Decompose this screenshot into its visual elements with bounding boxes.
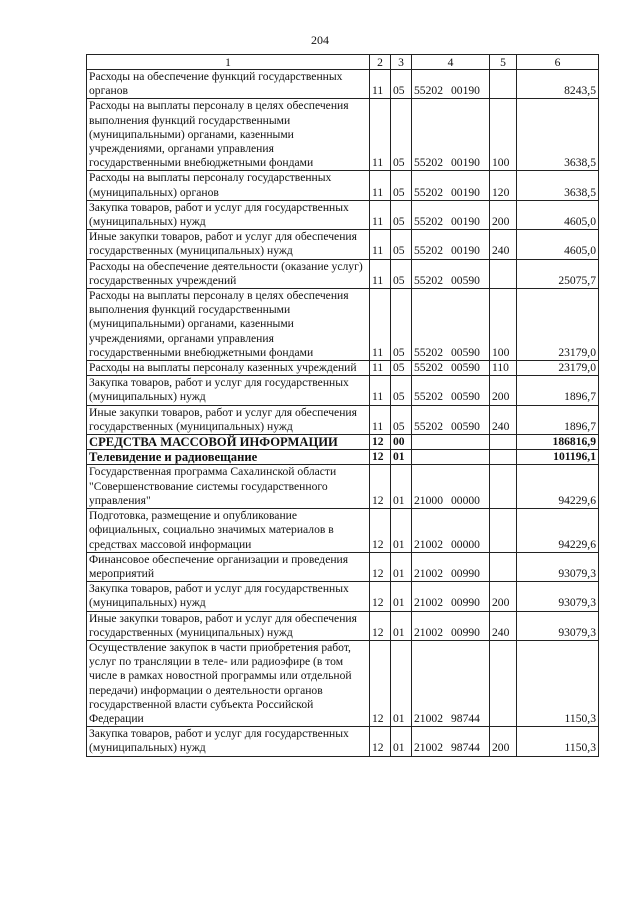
row-name: Расходы на выплаты персоналу в целях обеспечения выполнения функций государственными (муниципальными) органами, казенными учреждениями, органами управления государственными внебюджетными фондами bbox=[87, 289, 370, 361]
table-row bbox=[87, 611, 599, 640]
row-target-article bbox=[412, 582, 490, 611]
row-amount: 3638,5 bbox=[517, 171, 599, 200]
row-subsection-code: 05 bbox=[391, 289, 412, 361]
budget-table bbox=[86, 54, 599, 757]
row-subsection-code: 00 bbox=[391, 435, 412, 450]
target-article-direction: 00990 bbox=[450, 625, 480, 639]
row-amount: 4605,0 bbox=[517, 230, 599, 259]
target-article-program: 55202 bbox=[414, 345, 443, 359]
target-article-direction: 00590 bbox=[450, 273, 480, 287]
target-article-direction: 00590 bbox=[450, 345, 480, 359]
row-target-article bbox=[412, 376, 490, 405]
row-name: Расходы на обеспечение деятельности (оказание услуг) государственных учреждений bbox=[87, 259, 370, 288]
column-header: 2 bbox=[370, 55, 391, 70]
table-row bbox=[87, 405, 599, 434]
table-row bbox=[87, 435, 599, 450]
row-expense-type: 200 bbox=[490, 376, 517, 405]
row-section-code: 11 bbox=[370, 171, 391, 200]
row-target-article bbox=[412, 435, 490, 450]
row-name: Осуществление закупок в части приобретения работ, услуг по трансляции в теле- или радиоэфире (в том числе в рамках новостной программы или отдельной передачи) информации о деятельности органов государственной власти субъекта Российской Федерации bbox=[87, 640, 370, 726]
row-amount: 4605,0 bbox=[517, 200, 599, 229]
table-row bbox=[87, 552, 599, 581]
row-expense-type: 240 bbox=[490, 611, 517, 640]
row-amount: 186816,9 bbox=[517, 435, 599, 450]
row-subsection-code: 01 bbox=[391, 465, 412, 509]
row-amount: 25075,7 bbox=[517, 259, 599, 288]
column-header: 6 bbox=[517, 55, 599, 70]
target-article-direction: 98744 bbox=[450, 711, 480, 725]
row-amount: 23179,0 bbox=[517, 289, 599, 361]
row-section-code: 11 bbox=[370, 361, 391, 376]
target-article-direction: 00990 bbox=[450, 566, 480, 580]
row-section-code: 12 bbox=[370, 727, 391, 756]
target-article-direction: 00190 bbox=[450, 84, 480, 98]
target-article-program: 55202 bbox=[414, 419, 443, 433]
row-target-article bbox=[412, 289, 490, 361]
row-section-code: 11 bbox=[370, 200, 391, 229]
row-subsection-code: 01 bbox=[391, 640, 412, 726]
row-expense-type bbox=[490, 435, 517, 450]
target-article-direction: 00190 bbox=[450, 185, 480, 199]
row-expense-type: 100 bbox=[490, 289, 517, 361]
table-row bbox=[87, 465, 599, 509]
target-article-direction: 00590 bbox=[450, 390, 480, 404]
row-section-code: 11 bbox=[370, 405, 391, 434]
target-article-program: 21002 bbox=[414, 566, 443, 580]
row-name: Закупка товаров, работ и услуг для государственных (муниципальных) нужд bbox=[87, 727, 370, 756]
table-row bbox=[87, 361, 599, 376]
row-target-article bbox=[412, 640, 490, 726]
row-target-article bbox=[412, 405, 490, 434]
row-name: Иные закупки товаров, работ и услуг для обеспечения государственных (муниципальных) нужд bbox=[87, 611, 370, 640]
table-row bbox=[87, 640, 599, 726]
table-row bbox=[87, 582, 599, 611]
row-subsection-code: 01 bbox=[391, 509, 412, 553]
row-name: Иные закупки товаров, работ и услуг для обеспечения государственных (муниципальных) нужд bbox=[87, 230, 370, 259]
row-name: Закупка товаров, работ и услуг для государственных (муниципальных) нужд bbox=[87, 582, 370, 611]
target-article-program: 21002 bbox=[414, 711, 443, 725]
row-target-article bbox=[412, 99, 490, 171]
row-subsection-code: 05 bbox=[391, 376, 412, 405]
row-subsection-code: 05 bbox=[391, 361, 412, 376]
row-subsection-code: 01 bbox=[391, 582, 412, 611]
row-subsection-code: 05 bbox=[391, 171, 412, 200]
target-article-direction: 00990 bbox=[450, 596, 480, 610]
row-amount: 1896,7 bbox=[517, 405, 599, 434]
target-article-program: 55202 bbox=[414, 390, 443, 404]
target-article-program: 55202 bbox=[414, 156, 443, 170]
target-article-program: 21002 bbox=[414, 596, 443, 610]
row-target-article bbox=[412, 259, 490, 288]
target-article-program: 21002 bbox=[414, 625, 443, 639]
row-section-code: 12 bbox=[370, 582, 391, 611]
target-article-direction: 98744 bbox=[450, 741, 480, 755]
row-subsection-code: 01 bbox=[391, 450, 412, 465]
row-name: Закупка товаров, работ и услуг для государственных (муниципальных) нужд bbox=[87, 376, 370, 405]
row-section-code: 12 bbox=[370, 509, 391, 553]
target-article-program: 21002 bbox=[414, 741, 443, 755]
row-amount: 1150,3 bbox=[517, 727, 599, 756]
row-target-article bbox=[412, 465, 490, 509]
table-header-row bbox=[87, 55, 599, 70]
row-subsection-code: 05 bbox=[391, 99, 412, 171]
row-section-code: 12 bbox=[370, 465, 391, 509]
row-amount: 1150,3 bbox=[517, 640, 599, 726]
row-name: Финансовое обеспечение организации и проведения мероприятий bbox=[87, 552, 370, 581]
row-expense-type: 200 bbox=[490, 727, 517, 756]
row-subsection-code: 05 bbox=[391, 405, 412, 434]
table-row bbox=[87, 200, 599, 229]
row-amount: 93079,3 bbox=[517, 552, 599, 581]
target-article-program: 21002 bbox=[414, 537, 443, 551]
row-expense-type bbox=[490, 70, 517, 99]
row-expense-type bbox=[490, 552, 517, 581]
row-name: Расходы на выплаты персоналу казенных учреждений bbox=[87, 361, 370, 376]
table-row bbox=[87, 289, 599, 361]
row-expense-type bbox=[490, 450, 517, 465]
row-expense-type bbox=[490, 259, 517, 288]
row-target-article bbox=[412, 361, 490, 376]
column-header: 4 bbox=[412, 55, 490, 70]
target-article-program: 55202 bbox=[414, 215, 443, 229]
row-subsection-code: 01 bbox=[391, 552, 412, 581]
row-section-code: 11 bbox=[370, 259, 391, 288]
table-row bbox=[87, 450, 599, 465]
table-row bbox=[87, 70, 599, 99]
target-article-direction: 00000 bbox=[450, 493, 480, 507]
row-subsection-code: 01 bbox=[391, 611, 412, 640]
target-article-program: 55202 bbox=[414, 84, 443, 98]
row-section-code: 12 bbox=[370, 450, 391, 465]
row-target-article bbox=[412, 509, 490, 553]
row-amount: 101196,1 bbox=[517, 450, 599, 465]
target-article-direction: 00190 bbox=[450, 215, 480, 229]
row-amount: 8243,5 bbox=[517, 70, 599, 99]
row-target-article bbox=[412, 611, 490, 640]
row-amount: 94229,6 bbox=[517, 509, 599, 553]
row-target-article bbox=[412, 230, 490, 259]
row-expense-type: 200 bbox=[490, 582, 517, 611]
row-subsection-code: 05 bbox=[391, 259, 412, 288]
row-section-code: 12 bbox=[370, 611, 391, 640]
row-amount: 93079,3 bbox=[517, 582, 599, 611]
row-target-article bbox=[412, 171, 490, 200]
row-expense-type bbox=[490, 509, 517, 553]
row-amount: 3638,5 bbox=[517, 99, 599, 171]
row-amount: 1896,7 bbox=[517, 376, 599, 405]
table-row bbox=[87, 230, 599, 259]
row-name: Государственная программа Сахалинской области "Совершенствование системы государственного управления" bbox=[87, 465, 370, 509]
target-article-direction: 00590 bbox=[450, 361, 480, 375]
row-target-article bbox=[412, 727, 490, 756]
column-header: 5 bbox=[490, 55, 517, 70]
table-row bbox=[87, 99, 599, 171]
table-row bbox=[87, 259, 599, 288]
row-expense-type: 110 bbox=[490, 361, 517, 376]
table-row bbox=[87, 376, 599, 405]
row-name: Расходы на выплаты персоналу в целях обеспечения выполнения функций государственными (муниципальными) органами, казенными учреждениями, органами управления государственными внебюджетными фондами bbox=[87, 99, 370, 171]
row-target-article bbox=[412, 450, 490, 465]
target-article-program: 21000 bbox=[414, 493, 443, 507]
row-expense-type: 200 bbox=[490, 200, 517, 229]
table-row bbox=[87, 171, 599, 200]
row-section-code: 12 bbox=[370, 435, 391, 450]
row-subsection-code: 05 bbox=[391, 230, 412, 259]
row-expense-type: 100 bbox=[490, 99, 517, 171]
row-expense-type: 240 bbox=[490, 230, 517, 259]
target-article-program: 55202 bbox=[414, 273, 443, 287]
row-section-code: 11 bbox=[370, 230, 391, 259]
target-article-direction: 00190 bbox=[450, 244, 480, 258]
row-section-code: 11 bbox=[370, 70, 391, 99]
target-article-program: 55202 bbox=[414, 185, 443, 199]
row-expense-type bbox=[490, 640, 517, 726]
row-amount: 23179,0 bbox=[517, 361, 599, 376]
row-section-code: 11 bbox=[370, 376, 391, 405]
row-subsection-code: 05 bbox=[391, 200, 412, 229]
target-article-direction: 00590 bbox=[450, 419, 480, 433]
row-section-code: 12 bbox=[370, 552, 391, 581]
table-row bbox=[87, 727, 599, 756]
table-row bbox=[87, 509, 599, 553]
row-expense-type: 240 bbox=[490, 405, 517, 434]
row-amount: 94229,6 bbox=[517, 465, 599, 509]
row-name: Иные закупки товаров, работ и услуг для обеспечения государственных (муниципальных) нужд bbox=[87, 405, 370, 434]
row-section-code: 11 bbox=[370, 289, 391, 361]
row-target-article bbox=[412, 552, 490, 581]
row-target-article bbox=[412, 200, 490, 229]
target-article-program: 55202 bbox=[414, 244, 443, 258]
row-subsection-code: 05 bbox=[391, 70, 412, 99]
target-article-direction: 00000 bbox=[450, 537, 480, 551]
row-name: СРЕДСТВА МАССОВОЙ ИНФОРМАЦИИ bbox=[87, 435, 370, 450]
row-section-code: 12 bbox=[370, 640, 391, 726]
row-name: Расходы на обеспечение функций государственных органов bbox=[87, 70, 370, 99]
row-name: Расходы на выплаты персоналу государственных (муниципальных) органов bbox=[87, 171, 370, 200]
column-header: 1 bbox=[87, 55, 370, 70]
row-name: Телевидение и радиовещание bbox=[87, 450, 370, 465]
row-name: Закупка товаров, работ и услуг для государственных (муниципальных) нужд bbox=[87, 200, 370, 229]
page-number: 204 bbox=[311, 33, 329, 47]
row-section-code: 11 bbox=[370, 99, 391, 171]
row-target-article bbox=[412, 70, 490, 99]
target-article-program: 55202 bbox=[414, 361, 443, 375]
row-amount: 93079,3 bbox=[517, 611, 599, 640]
row-expense-type bbox=[490, 465, 517, 509]
column-header: 3 bbox=[391, 55, 412, 70]
row-subsection-code: 01 bbox=[391, 727, 412, 756]
row-name: Подготовка, размещение и опубликование официальных, социально значимых материалов в средствах массовой информации bbox=[87, 509, 370, 553]
target-article-direction: 00190 bbox=[450, 156, 480, 170]
row-expense-type: 120 bbox=[490, 171, 517, 200]
